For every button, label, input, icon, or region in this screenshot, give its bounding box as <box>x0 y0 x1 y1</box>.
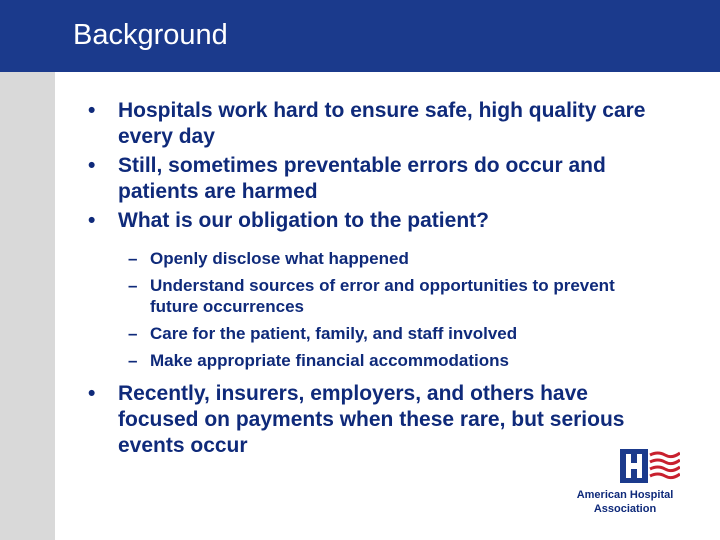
aha-h-flag-icon <box>620 449 680 483</box>
bullet-text: What is our obligation to the patient? <box>118 209 489 232</box>
left-side-bar <box>0 0 55 540</box>
logo-line-2: Association <box>593 503 657 515</box>
aha-logo-text <box>570 488 680 516</box>
bullet-marker: • <box>88 209 96 232</box>
logo-line-1: American Hospital <box>576 489 674 501</box>
bullet-text: Still, sometimes preventable errors do occur and patients are harmed <box>118 154 606 203</box>
bullet-text: Recently, insurers, employers, and others have focused on payments when these rare, but serious events occur <box>118 382 625 457</box>
bullet-marker: • <box>88 382 96 405</box>
bullet-item <box>88 98 648 150</box>
bullet-marker: • <box>88 99 96 122</box>
sub-bullet-text: Care for the patient, family, and staff involved <box>150 324 518 343</box>
dash-marker: – <box>128 276 138 295</box>
sub-bullet-text: Make appropriate financial accommodations <box>150 351 509 370</box>
bullet-text: Hospitals work hard to ensure safe, high quality care every day <box>118 99 646 148</box>
slide-body <box>88 98 648 459</box>
aha-logo <box>570 446 680 518</box>
bullet-item <box>88 153 648 205</box>
sub-bullet-text: Understand sources of error and opportunities to prevent future occurrences <box>150 276 615 316</box>
sub-bullet-item <box>88 248 648 269</box>
sub-bullet-item <box>88 350 648 371</box>
sub-bullet-list <box>88 248 648 371</box>
dash-marker: – <box>128 249 138 268</box>
bullet-item <box>88 208 648 234</box>
bullet-item <box>88 381 648 459</box>
dash-marker: – <box>128 324 138 343</box>
sub-bullet-item <box>88 323 648 344</box>
bullet-marker: • <box>88 154 96 177</box>
sub-bullet-item <box>88 275 648 317</box>
sub-bullet-text: Openly disclose what happened <box>150 249 409 268</box>
slide-title: Background <box>73 19 228 51</box>
title-bar <box>0 0 720 72</box>
dash-marker: – <box>128 351 138 370</box>
